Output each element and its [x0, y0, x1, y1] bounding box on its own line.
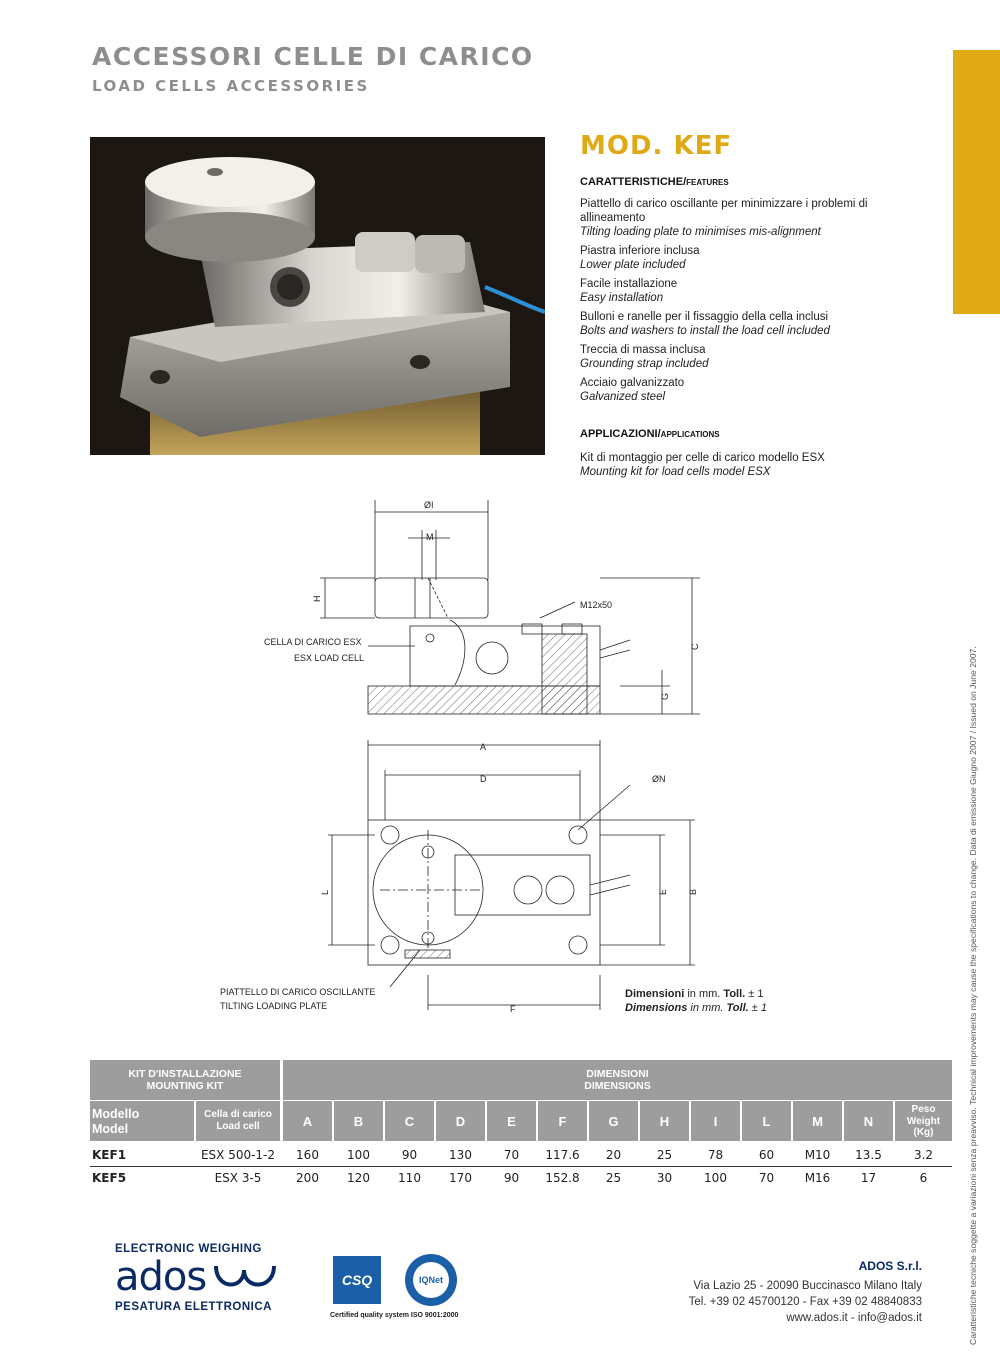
application-item [580, 451, 930, 479]
table-group-dimensions: DIMENSIONI DIMENSIONS [283, 1060, 952, 1100]
row-val-h: 30 [656, 1171, 673, 1185]
row-val-i: 78 [707, 1148, 724, 1162]
brand-wordmark [115, 1254, 282, 1300]
table-col-h: H [640, 1101, 689, 1141]
table-col-weight [895, 1101, 952, 1141]
dim-d: D [480, 774, 487, 784]
row-val-l: 60 [758, 1148, 775, 1162]
table-col-l: L [742, 1101, 791, 1141]
application-en: Mounting kit for load cells model ESX [580, 466, 771, 478]
table-col-n: N [844, 1101, 893, 1141]
row-weight: 3.2 [913, 1148, 934, 1162]
table-col-cell-label: Cella di carico Load cell [204, 1109, 272, 1132]
page-subtitle: LOAD CELLS ACCESSORIES [92, 77, 370, 95]
feature-it: Facile installazione [580, 278, 678, 290]
features-heading-en: FEATURES [686, 178, 729, 187]
applications-heading [580, 428, 720, 440]
row-val-e: 70 [503, 1148, 520, 1162]
table-row [90, 1167, 952, 1189]
brand-name: ados [115, 1254, 207, 1300]
row-val-n: 13.5 [855, 1148, 882, 1162]
iqnet-label: IQNet [418, 1275, 443, 1285]
company-phone: Tel. +39 02 45700120 - Fax +39 02 48840833 [688, 1296, 922, 1308]
callout-cell-it: CELLA DI CARICO ESX [264, 637, 362, 647]
dim-on: ØN [652, 774, 666, 784]
application-it: Kit di montaggio per celle di carico modello ESX [580, 452, 825, 464]
row-val-a: 200 [296, 1171, 319, 1185]
row-val-h: 25 [656, 1148, 673, 1162]
callout-plate-en: TILTING LOADING PLATE [220, 1001, 328, 1011]
side-disclaimer: Caratteristiche tecniche soggette a variazioni senza preavviso. Technical improvements may cause the specifications to change. Data di emissione Giugno 2007 / Issued on June 2007. [968, 646, 978, 1345]
row-val-e: 90 [503, 1171, 520, 1185]
dims-toll-bold: Toll. [723, 988, 746, 1000]
ados-logo [115, 1243, 282, 1313]
feature-list [580, 197, 930, 409]
feature-en: Galvanized steel [580, 391, 666, 403]
brand-top: ELECTRONIC WEIGHING [115, 1243, 262, 1255]
row-val-m: M10 [804, 1148, 831, 1162]
model-title: MOD. KEF [580, 131, 733, 161]
row-weight: 6 [919, 1171, 928, 1185]
dims-it-rest: in mm. [684, 988, 724, 1000]
row-val-l: 70 [758, 1171, 775, 1185]
table-col-g: G [589, 1101, 638, 1141]
table-col-f: F [538, 1101, 587, 1141]
dim-l: L [320, 889, 330, 895]
applications-heading-en: APPLICATIONS [660, 430, 720, 439]
iqnet-logo [405, 1254, 457, 1306]
row-val-n: 17 [860, 1171, 877, 1185]
table-col-m: M [793, 1101, 842, 1141]
dim-g: G [660, 692, 670, 700]
table-row [90, 1144, 952, 1167]
callout-cell-en: ESX LOAD CELL [294, 653, 365, 663]
feature-item [580, 376, 930, 404]
table-col-model [90, 1101, 194, 1141]
row-val-f: 117.6 [545, 1148, 580, 1162]
dim-a: A [480, 742, 487, 752]
row-val-c: 110 [398, 1171, 421, 1185]
feature-item [580, 310, 930, 338]
product-photo [90, 137, 545, 455]
dim-f: F [510, 1004, 516, 1014]
feature-en: Grounding strap included [580, 358, 709, 370]
brand-bottom: PESATURA ELETTRONICA [115, 1301, 272, 1313]
callout-plate-it: PIATTELLO DI CARICO OSCILLANTE [220, 987, 376, 997]
technical-drawing [200, 490, 800, 1030]
table-col-a: A [283, 1101, 332, 1141]
dimensions-note [625, 987, 767, 1015]
feature-it: Treccia di massa inclusa [580, 344, 706, 356]
table-col-b: B [334, 1101, 383, 1141]
feature-it: Bulloni e ranelle per il fissaggio della cella inclusi [580, 311, 829, 323]
row-val-g: 20 [605, 1148, 622, 1162]
dim-h: H [312, 595, 322, 602]
row-model: KEF5 [92, 1171, 127, 1185]
row-val-i: 100 [704, 1171, 727, 1185]
brand-wave-icon [212, 1260, 282, 1294]
feature-it: Acciaio galvanizzato [580, 377, 685, 389]
table-group-kit: KIT D'INSTALLAZIONE MOUNTING KIT [90, 1060, 280, 1100]
features-heading-it: CARATTERISTICHE/ [580, 176, 687, 188]
dim-b: B [688, 888, 698, 895]
row-cell: ESX 3-5 [214, 1171, 262, 1185]
row-val-a: 160 [296, 1148, 319, 1162]
accent-tab [953, 50, 1000, 314]
company-address: Via Lazio 25 - 20090 Buccinasco Milano Italy [693, 1280, 922, 1292]
dims-toll-val: ± 1 [745, 988, 764, 1000]
table-col-model-label: Modello Model [92, 1107, 140, 1136]
table-col-i: I [691, 1101, 740, 1141]
dims-en-rest: in mm. [687, 1002, 727, 1014]
row-val-m: M16 [804, 1171, 831, 1185]
feature-en: Bolts and washers to install the load cell included [580, 325, 830, 337]
table-col-cell [196, 1101, 280, 1141]
row-val-g: 25 [605, 1171, 622, 1185]
product-photo-illustration [90, 137, 545, 455]
csq-logo [333, 1256, 381, 1304]
row-cell: ESX 500-1-2 [200, 1148, 276, 1162]
certification-text: Certified quality system ISO 9001:2000 [330, 1312, 459, 1319]
dims-it-bold: Dimensioni [625, 988, 685, 1000]
feature-en: Lower plate included [580, 259, 686, 271]
row-val-b: 120 [347, 1171, 370, 1185]
table-col-e: E [487, 1101, 536, 1141]
dim-e: E [658, 888, 668, 895]
dims-en-val: ± 1 [748, 1002, 767, 1014]
dims-en-bold: Dimensions [625, 1002, 688, 1014]
table-col-weight-label: Peso Weight (Kg) [906, 1104, 941, 1138]
dim-m: M [426, 532, 434, 542]
dimensions-note-it [625, 987, 767, 1001]
dims-en-toll: Toll. [726, 1002, 749, 1014]
feature-item [580, 277, 930, 305]
dim-oi: ØI [424, 500, 434, 510]
company-name: ADOS S.r.l. [858, 1259, 922, 1273]
row-val-b: 100 [347, 1148, 370, 1162]
company-info [640, 1258, 922, 1326]
table-col-c: C [385, 1101, 434, 1141]
table-col-d: D [436, 1101, 485, 1141]
row-val-f: 152.8 [545, 1171, 580, 1185]
applications-heading-it: APPLICAZIONI/ [580, 428, 661, 440]
feature-en: Easy installation [580, 292, 664, 304]
feature-it: Piastra inferiore inclusa [580, 245, 700, 257]
feature-item [580, 197, 930, 239]
bolt-label: M12x50 [580, 600, 613, 610]
row-val-c: 90 [401, 1148, 418, 1162]
dim-c: C [690, 643, 700, 650]
feature-it: Piattello di carico oscillante per minimizzare i problemi di allineamento [580, 198, 868, 224]
company-web[interactable]: www.ados.it - info@ados.it [786, 1312, 922, 1324]
features-heading [580, 176, 729, 188]
page-title: ACCESSORI CELLE DI CARICO [92, 42, 534, 71]
row-model: KEF1 [92, 1148, 127, 1162]
feature-en: Tilting loading plate to minimises mis-alignment [580, 226, 821, 238]
feature-item [580, 343, 930, 371]
feature-item [580, 244, 930, 272]
row-val-d: 170 [449, 1171, 472, 1185]
dimensions-note-en [625, 1001, 767, 1015]
row-val-d: 130 [449, 1148, 472, 1162]
csq-label: CSQ [341, 1272, 373, 1288]
